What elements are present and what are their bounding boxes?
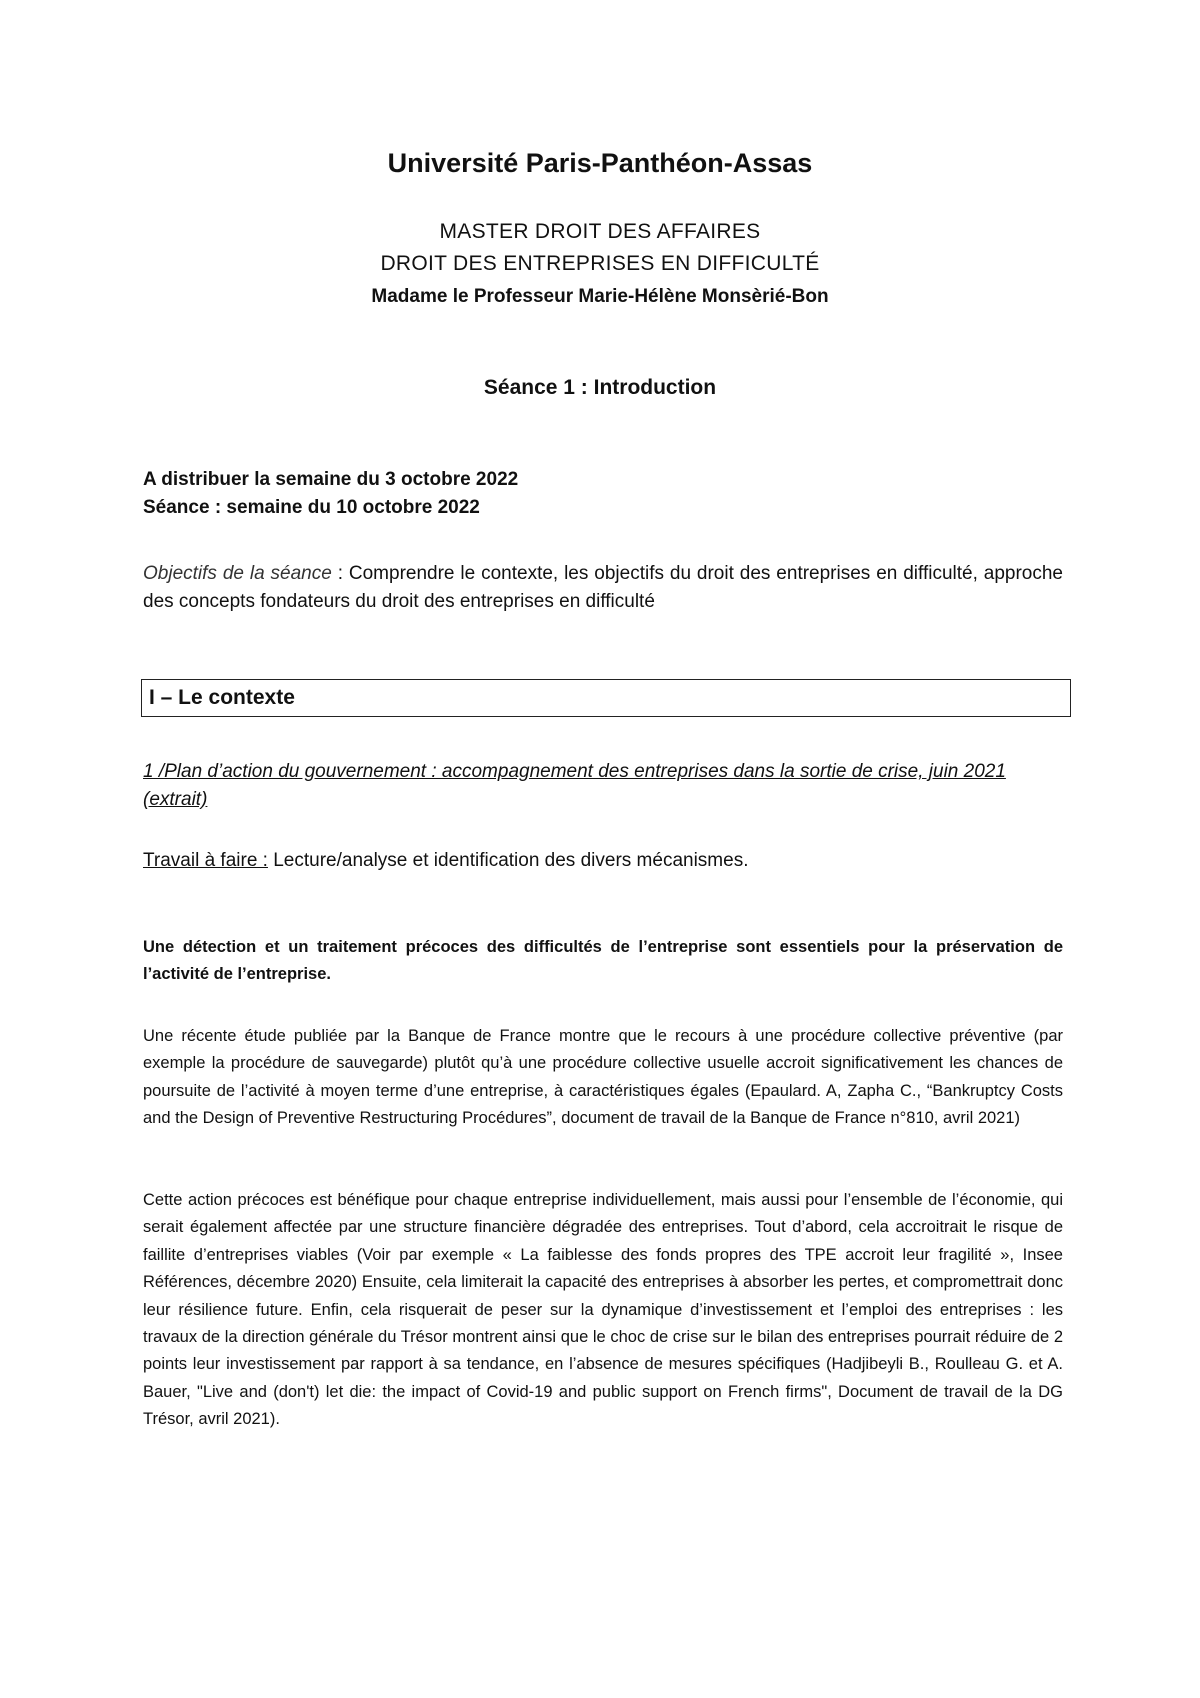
paragraph-1: Une récente étude publiée par la Banque de France montre que le recours à une procédure collective préventive (par exemple la procédure de sauvegarde) plutôt qu’à une procédure collective usuelle accroit significativement les chances de poursuite de l’activité à moyen terme d’une entreprise, à caractéristiques égales (Epaulard. A, Zapha C., “Bankruptcy Costs and the Design of Preventive Restructuring Procédures”, document de travail de la Banque de France n°810, avril 2021) [143, 1027, 1063, 1128]
travail-text: Lecture/analyse et identification des divers mécanismes. [267, 850, 749, 871]
dates-block [143, 466, 1063, 522]
bold-lead-paragraph: Une détection et un traitement précoces des difficultés de l’entreprise sont essentiels pour la préservation de l’activité de l’entreprise. [143, 938, 1063, 984]
travail-label: Travail à faire : [143, 850, 268, 871]
course-title: DROIT DES ENTREPRISES EN DIFFICULTÉ [380, 252, 820, 275]
paragraph-2: Cette action précoces est bénéfique pour chaque entreprise individuellement, mais aussi pour l’ensemble de l’économie, qui serait également affectée par une structure financière dégradée des entreprises. Tout d’abord, cela accroitrait le risque de faillite d’entreprises viables (Voir par exemple « La faiblesse des fonds propres des TPE accroit leur fragilité », Insee Références, décembre 2020) Ensuite, cela limiterait la capacité des entreprises à absorber les pertes, et compromettrait donc leur résilience future. Enfin, cela risquerait de peser sur la dynamique d’investissement et l’emploi des entreprises : les travaux de la direction générale du Trésor montrent ainsi que le choc de crise sur le bilan des entreprises pourrait réduire de 2 points leur investissement par rapport à sa tendance, en l’absence de mesures spécifiques (Hadjibeyli B., Roulleau G. et A. Bauer, "Live and (don't) let die: the impact of Covid-19 and public support on French firms", Document de travail de la DG Trésor, avril 2021). [143, 1191, 1063, 1429]
travail-line [143, 847, 1063, 875]
professor-name: Madame le Professeur Marie-Hélène Monsèrié-Bon [371, 286, 829, 307]
objectifs-label: Objectifs de la séance [143, 563, 332, 584]
subsection-title: 1 /Plan d’action du gouvernement : accompagnement des entreprises dans la sortie de crise, juin 2021 (extrait) [143, 761, 1006, 810]
seance-title: Séance 1 : Introduction [483, 376, 717, 399]
section-heading-box [141, 679, 1071, 717]
objectifs-text: : Comprendre le contexte, les objectifs du droit des entreprises en difficulté, approche des concepts fondateurs du droit des entreprises en difficulté [143, 563, 1063, 612]
master-title: MASTER DROIT DES AFFAIRES [439, 220, 761, 243]
university-title: Université Paris-Panthéon-Assas [387, 148, 813, 178]
section-title: I – Le contexte [149, 686, 295, 709]
seance-date: Séance : semaine du 10 octobre 2022 [143, 497, 480, 518]
distribution-date: A distribuer la semaine du 3 octobre 2022 [143, 469, 519, 490]
objectifs-paragraph [143, 560, 1063, 616]
